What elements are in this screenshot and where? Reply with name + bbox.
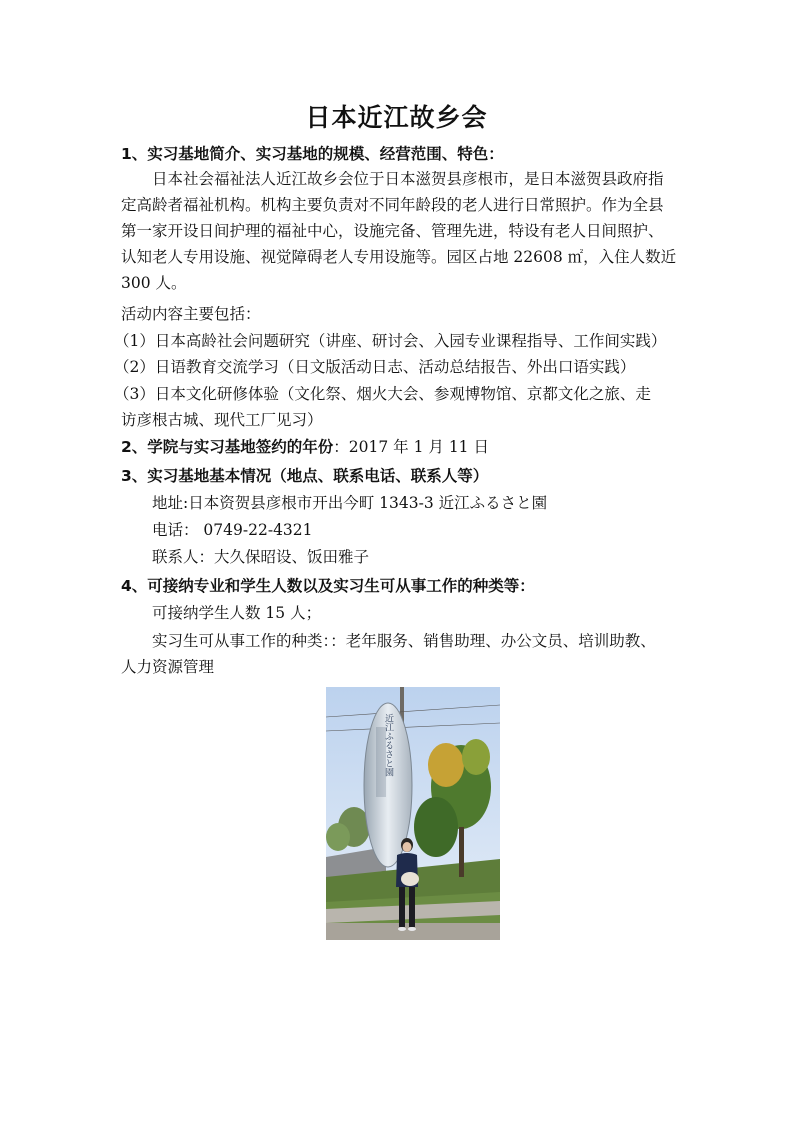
document-title: 日本近江故乡会 bbox=[305, 103, 488, 132]
activity-item: （1）日本高龄社会问题研究（讲座、研讨会、入园专业课程指导、工作间实践） bbox=[114, 332, 667, 350]
section2-line bbox=[121, 437, 681, 457]
address-line: 地址:日本资贺县彦根市开出今町 1343-3 近江ふるさと園 bbox=[152, 494, 548, 512]
capacity-line: 可接纳学生人数 15 人； bbox=[152, 604, 322, 622]
section3-heading: 3、实习基地基本情况（地点、联系电话、联系人等） bbox=[121, 467, 489, 485]
site-photo bbox=[326, 687, 500, 940]
jobs-line-continued: 人力资源管理 bbox=[121, 658, 215, 676]
section1-intro-line: 300 人。 bbox=[121, 274, 187, 292]
contact-line: 联系人：大久保昭设、饭田雅子 bbox=[152, 548, 370, 566]
jobs-line: 实习生可从事工作的种类：：老年服务、销售助理、办公文员、培训助教、 bbox=[152, 632, 656, 650]
phone-line: 电话： 0749-22-4321 bbox=[152, 521, 313, 539]
activity-item: （2）日语教育交流学习（日文版活动日志、活动总结报告、外出口语实践） bbox=[114, 358, 636, 376]
section1-intro-line: 定高龄者福祉机构。机构主要负责对不同年龄段的老人进行日常照护。作为全县 bbox=[121, 196, 664, 214]
section1-intro-line: 认知老人专用设施、视觉障碍老人专用设施等。园区占地 22608 ㎡，入住人数近 bbox=[121, 248, 677, 266]
section1-heading: 1、实习基地简介、实习基地的规模、经营范围、特色： bbox=[121, 145, 504, 163]
section1-intro-line: 日本社会福祉法人近江故乡会位于日本滋贺县彦根市，是日本滋贺县政府指 bbox=[152, 170, 664, 188]
activity-item: （3）日本文化研修体验（文化祭、烟火大会、参观博物馆、京都文化之旅、走 bbox=[114, 385, 651, 403]
activity-item-continued: 访彦根古城、现代工厂见习） bbox=[121, 411, 323, 429]
signing-date: ：2017 年 1 月 11 日 bbox=[333, 438, 489, 456]
sign-text: 近江ふるさと園 bbox=[383, 713, 393, 777]
activities-label: 活动内容主要包括： bbox=[121, 305, 261, 323]
site-photo-illustration bbox=[326, 687, 500, 940]
section1-intro-line: 第一家开设日间护理的福祉中心，设施完备、管理先进，特设有老人日间照护、 bbox=[121, 222, 664, 240]
section4-heading: 4、可接纳专业和学生人数以及实习生可从事工作的种类等： bbox=[121, 577, 535, 595]
section2-heading: 2、学院与实习基地签约的年份 bbox=[121, 438, 334, 456]
